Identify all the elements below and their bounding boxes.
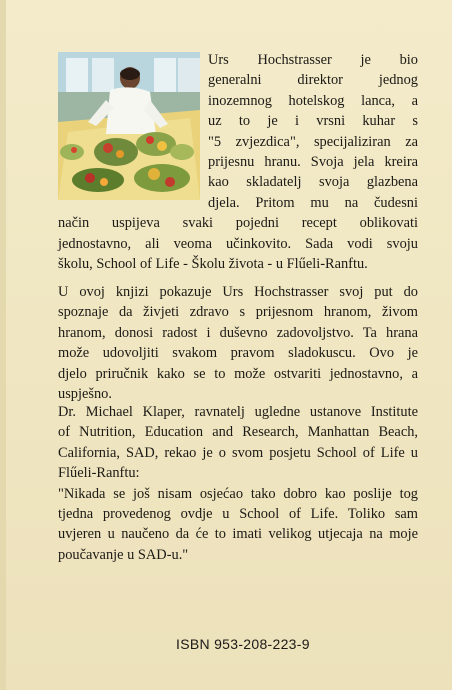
intro-paragraph xyxy=(58,50,418,274)
text-line: može udovoljiti svakom pravom sladokuscu. Ovo je xyxy=(58,345,418,362)
text-line: Dr. Michael Klaper, ravnatelj ugledne ustanove Institute xyxy=(58,404,418,420)
testimonial-paragraph xyxy=(58,402,418,565)
isbn-number: ISBN 953-208-223-9 xyxy=(176,636,310,652)
text-line: uspješno. xyxy=(58,386,112,403)
book-description-paragraph xyxy=(58,282,418,404)
text-line: uz to je i vrsni kuhar s xyxy=(208,113,418,130)
text-line: hranom, donosi radost i duševno zadovoljstvo. Ta hrana xyxy=(58,324,418,341)
text-line: "5 zvjezdica", specijaliziran za xyxy=(208,133,418,150)
text-line: školu, School of Life - Školu života - u Flűeli-Ranftu. xyxy=(58,256,368,273)
quote-line: tjedna provedenog ovdje u School of Life. Toliko sam xyxy=(58,506,418,523)
text-line: prijesnu hranu. Svoja jela kreira xyxy=(208,154,418,171)
text-line: djela. Pritom mu na čudesni xyxy=(208,194,418,211)
quote-line: uvjeren u naučeno da će to imati velikog utjecaja na moje xyxy=(58,526,418,543)
text-line: inozemnog hotelskog lanca, a xyxy=(208,92,418,109)
quote-line: "Nikada se još nisam osjećao tako dobro kao poslije tog xyxy=(58,485,418,502)
text-line: U ovoj knjizi pokazuje Urs Hochstrasser svoj put do xyxy=(58,284,418,300)
text-line: of Nutrition, Education and Research, Manhattan Beach, xyxy=(58,424,418,441)
text-line: jednostavno, ali veoma učinkovito. Sada vodi svoju xyxy=(58,235,418,252)
text-line: California, SAD, rekao je o svom posjetu School of Life u xyxy=(58,444,418,461)
text-line: generalni direktor jednog xyxy=(208,72,418,89)
text-line: Flűeli-Ranftu: xyxy=(58,465,140,482)
text-line: način uspijeva svaki pojedni recept oblikovati xyxy=(58,215,418,232)
quote-line: poučavanje u SAD-u." xyxy=(58,546,189,563)
text-line: Urs Hochstrasser je bio xyxy=(208,52,418,68)
text-line: kao skladatelj svoja glazbena xyxy=(208,174,418,191)
text-line: djelo priručnik kako se to može ostvariti jednostavno, a xyxy=(58,365,418,382)
text-line: spoznaje da živjeti zdravo s prijesnom hranom, živom xyxy=(58,304,418,321)
